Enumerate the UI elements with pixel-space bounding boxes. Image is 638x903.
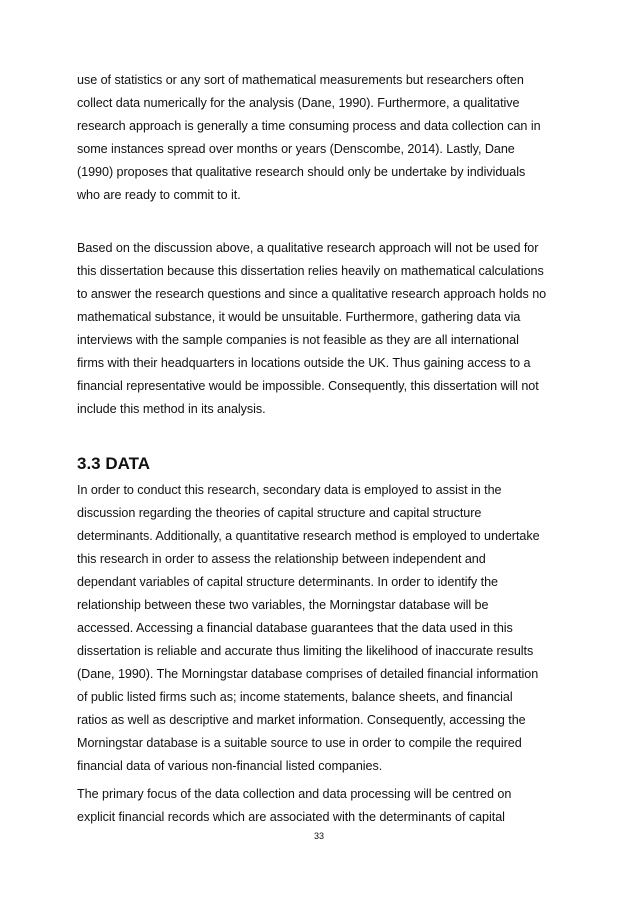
text-line: some instances spread over months or years (Denscombe, 2014). Lastly, Dane xyxy=(77,142,515,156)
text-line: The primary focus of the data collection and data processing will be centred on xyxy=(77,787,512,801)
text-line: relationship between these two variables, the Morningstar database will be xyxy=(77,598,489,612)
text-line: this dissertation because this dissertation relies heavily on mathematical calculations xyxy=(77,264,544,278)
text-line: firms with their headquarters in locations outside the UK. Thus gaining access to a xyxy=(77,356,531,370)
text-line: Based on the discussion above, a qualitative research approach will not be used for xyxy=(77,241,539,255)
text-line: to answer the research questions and since a qualitative research approach holds no xyxy=(77,287,547,301)
text-line: dependant variables of capital structure determinants. In order to identify the xyxy=(77,575,498,589)
text-line: include this method in its analysis. xyxy=(77,402,266,416)
paragraph-qualitative-limitations xyxy=(77,69,577,207)
text-line: research approach is generally a time consuming process and data collection can in xyxy=(77,119,541,133)
text-line: discussion regarding the theories of capital structure and capital structure xyxy=(77,506,482,520)
text-line: who are ready to commit to it. xyxy=(77,188,241,202)
text-line: financial representative would be impossible. Consequently, this dissertation will not xyxy=(77,379,539,393)
text-line: use of statistics or any sort of mathematical measurements but researchers often xyxy=(77,73,524,87)
text-line: dissertation is reliable and accurate thus limiting the likelihood of inaccurate results xyxy=(77,644,534,658)
text-line: (1990) proposes that qualitative research should only be undertake by individuals xyxy=(77,165,526,179)
text-line: collect data numerically for the analysis (Dane, 1990). Furthermore, a qualitative xyxy=(77,96,520,110)
text-line: of public listed firms such as; income statements, balance sheets, and financial xyxy=(77,690,513,704)
text-line: mathematical substance, it would be unsuitable. Furthermore, gathering data via xyxy=(77,310,521,324)
text-line: ratios as well as descriptive and market information. Consequently, accessing the xyxy=(77,713,526,727)
text-line: financial data of various non-financial listed companies. xyxy=(77,759,383,773)
paragraph-method-decision xyxy=(77,237,577,421)
text-line: determinants. Additionally, a quantitative research method is employed to undertake xyxy=(77,529,540,543)
text-line: interviews with the sample companies is not feasible as they are all international xyxy=(77,333,519,347)
paragraph-data-source xyxy=(77,479,577,778)
section-heading: 3.3 DATA xyxy=(77,454,151,473)
text-line: explicit financial records which are associated with the determinants of capital xyxy=(77,810,505,824)
text-line: Morningstar database is a suitable source to use in order to compile the required xyxy=(77,736,522,750)
text-line: In order to conduct this research, secondary data is employed to assist in the xyxy=(77,483,502,497)
text-line: (Dane, 1990). The Morningstar database comprises of detailed financial information xyxy=(77,667,539,681)
text-line: this research in order to assess the relationship between independent and xyxy=(77,552,486,566)
text-line: accessed. Accessing a financial database guarantees that the data used in this xyxy=(77,621,513,635)
paragraph-data-focus xyxy=(77,783,577,829)
page-number: 33 xyxy=(313,831,324,841)
